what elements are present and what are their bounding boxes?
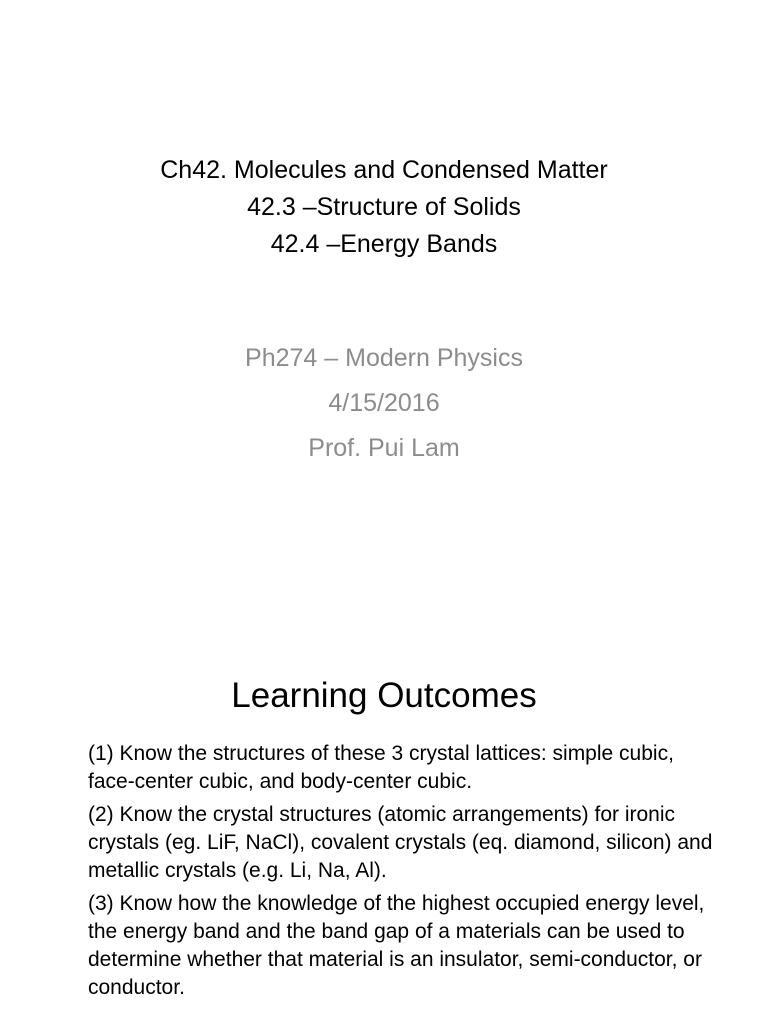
slide-title: [0, 152, 768, 263]
lecture-date: 4/15/2016: [328, 389, 440, 417]
instructor-name: Prof. Pui Lam: [308, 434, 460, 462]
title-line-chapter: Ch42. Molecules and Condensed Matter: [160, 156, 608, 184]
outcome-item-1: (1) Know the structures of these 3 crystal lattices: simple cubic, face-center cubic, and body-center cubic.: [88, 742, 674, 793]
outcome-item-3: (3) Know how the knowledge of the highest occupied energy level, the energy band and the band gap of a materials can be used to determine whether that material is an insulator, semi-conductor, or conductor.: [88, 892, 705, 999]
learning-outcomes-slide: [0, 512, 768, 1024]
outcome-item-2: (2) Know the crystal structures (atomic arrangements) for ironic crystals (eg. LiF, NaCl), covalent crystals (eq. diamond, silicon) and metallic crystals (e.g. Li, Na, Al).: [88, 803, 713, 882]
learning-outcomes-heading: Learning Outcomes: [231, 676, 537, 715]
slide-subtitle: [0, 336, 768, 471]
outcome-list: [88, 740, 718, 1007]
title-line-section-42-3: 42.3 –Structure of Solids: [247, 193, 521, 221]
title-line-section-42-4: 42.4 –Energy Bands: [270, 230, 498, 258]
course-name: Ph274 – Modern Physics: [245, 344, 523, 372]
